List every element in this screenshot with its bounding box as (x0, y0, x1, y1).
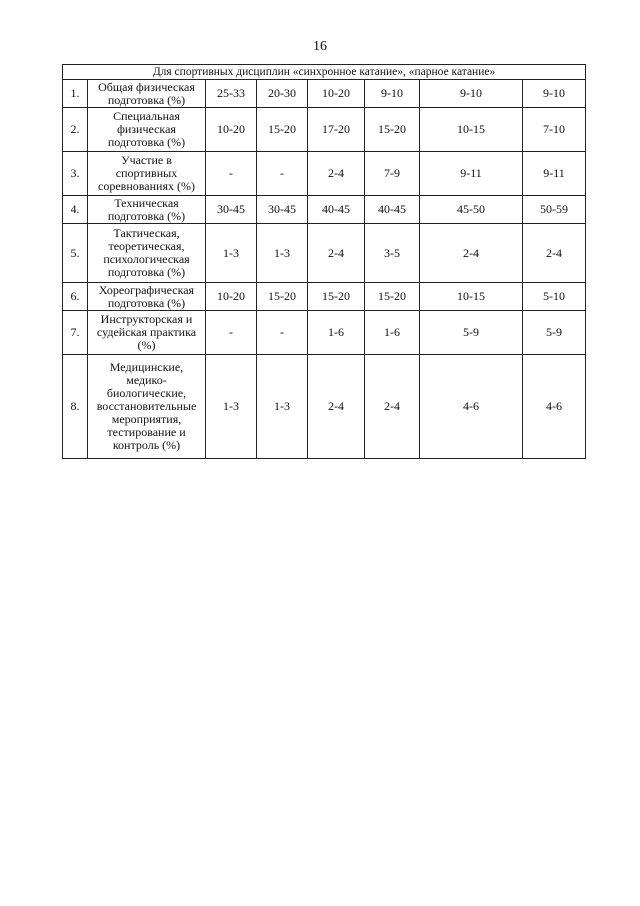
cell-value: 9-10 (365, 80, 420, 108)
row-number: 6. (63, 283, 88, 311)
cell-value: 1-3 (257, 224, 308, 283)
cell-value: 9-10 (420, 80, 523, 108)
cell-value: - (206, 152, 257, 196)
row-number: 7. (63, 311, 88, 355)
cell-value: 4-6 (420, 355, 523, 459)
training-ratio-table (62, 64, 586, 459)
cell-value: 5-9 (523, 311, 586, 355)
cell-value: 15-20 (365, 283, 420, 311)
row-number: 1. (63, 80, 88, 108)
cell-value: 5-10 (523, 283, 586, 311)
row-label: Инструкторская и судейская практика (%) (88, 311, 206, 355)
cell-value: - (257, 311, 308, 355)
cell-value: 2-4 (308, 152, 365, 196)
cell-value: 9-11 (420, 152, 523, 196)
cell-value: 1-6 (365, 311, 420, 355)
cell-value: 25-33 (206, 80, 257, 108)
cell-value: 15-20 (257, 108, 308, 152)
row-label: Тактическая, теоретическая, психологическая подготовка (%) (88, 224, 206, 283)
row-label: Техническая подготовка (%) (88, 196, 206, 224)
row-number: 8. (63, 355, 88, 459)
cell-value: 10-20 (308, 80, 365, 108)
cell-value: 2-4 (523, 224, 586, 283)
cell-value: 40-45 (308, 196, 365, 224)
row-label: Медицинские, медико-биологические, восстановительные мероприятия, тестирование и контроль (%) (88, 355, 206, 459)
cell-value: 9-11 (523, 152, 586, 196)
cell-value: 45-50 (420, 196, 523, 224)
cell-value: 2-4 (308, 355, 365, 459)
cell-value: - (206, 311, 257, 355)
cell-value: 15-20 (365, 108, 420, 152)
row-number: 4. (63, 196, 88, 224)
cell-value: 10-20 (206, 283, 257, 311)
table-row (63, 224, 586, 283)
cell-value: 15-20 (308, 283, 365, 311)
cell-value: 15-20 (257, 283, 308, 311)
cell-value: 1-3 (257, 355, 308, 459)
cell-value: 17-20 (308, 108, 365, 152)
row-label: Участие в спортивных соревнованиях (%) (88, 152, 206, 196)
row-number: 2. (63, 108, 88, 152)
cell-value: 3-5 (365, 224, 420, 283)
cell-value: 50-59 (523, 196, 586, 224)
cell-value: 10-20 (206, 108, 257, 152)
cell-value: 4-6 (523, 355, 586, 459)
cell-value: 20-30 (257, 80, 308, 108)
cell-value: 2-4 (420, 224, 523, 283)
cell-value: 30-45 (206, 196, 257, 224)
table-caption: Для спортивных дисциплин «синхронное катание», «парное катание» (63, 65, 586, 80)
row-label: Хореографическая подготовка (%) (88, 283, 206, 311)
row-label: Специальная физическая подготовка (%) (88, 108, 206, 152)
table-row (63, 355, 586, 459)
cell-value: 1-6 (308, 311, 365, 355)
cell-value: 1-3 (206, 355, 257, 459)
row-number: 5. (63, 224, 88, 283)
cell-value: 7-9 (365, 152, 420, 196)
cell-value: 10-15 (420, 283, 523, 311)
row-number: 3. (63, 152, 88, 196)
cell-value: 7-10 (523, 108, 586, 152)
cell-value: 30-45 (257, 196, 308, 224)
cell-value: 9-10 (523, 80, 586, 108)
cell-value: 2-4 (365, 355, 420, 459)
table-row (63, 108, 586, 152)
table-row (63, 283, 586, 311)
table-row (63, 152, 586, 196)
table-row (63, 196, 586, 224)
row-label: Общая физическая подготовка (%) (88, 80, 206, 108)
cell-value: 10-15 (420, 108, 523, 152)
cell-value: 1-3 (206, 224, 257, 283)
table-row (63, 311, 586, 355)
cell-value: - (257, 152, 308, 196)
page-number: 16 (313, 39, 327, 54)
cell-value: 5-9 (420, 311, 523, 355)
cell-value: 40-45 (365, 196, 420, 224)
table-row (63, 80, 586, 108)
cell-value: 2-4 (308, 224, 365, 283)
